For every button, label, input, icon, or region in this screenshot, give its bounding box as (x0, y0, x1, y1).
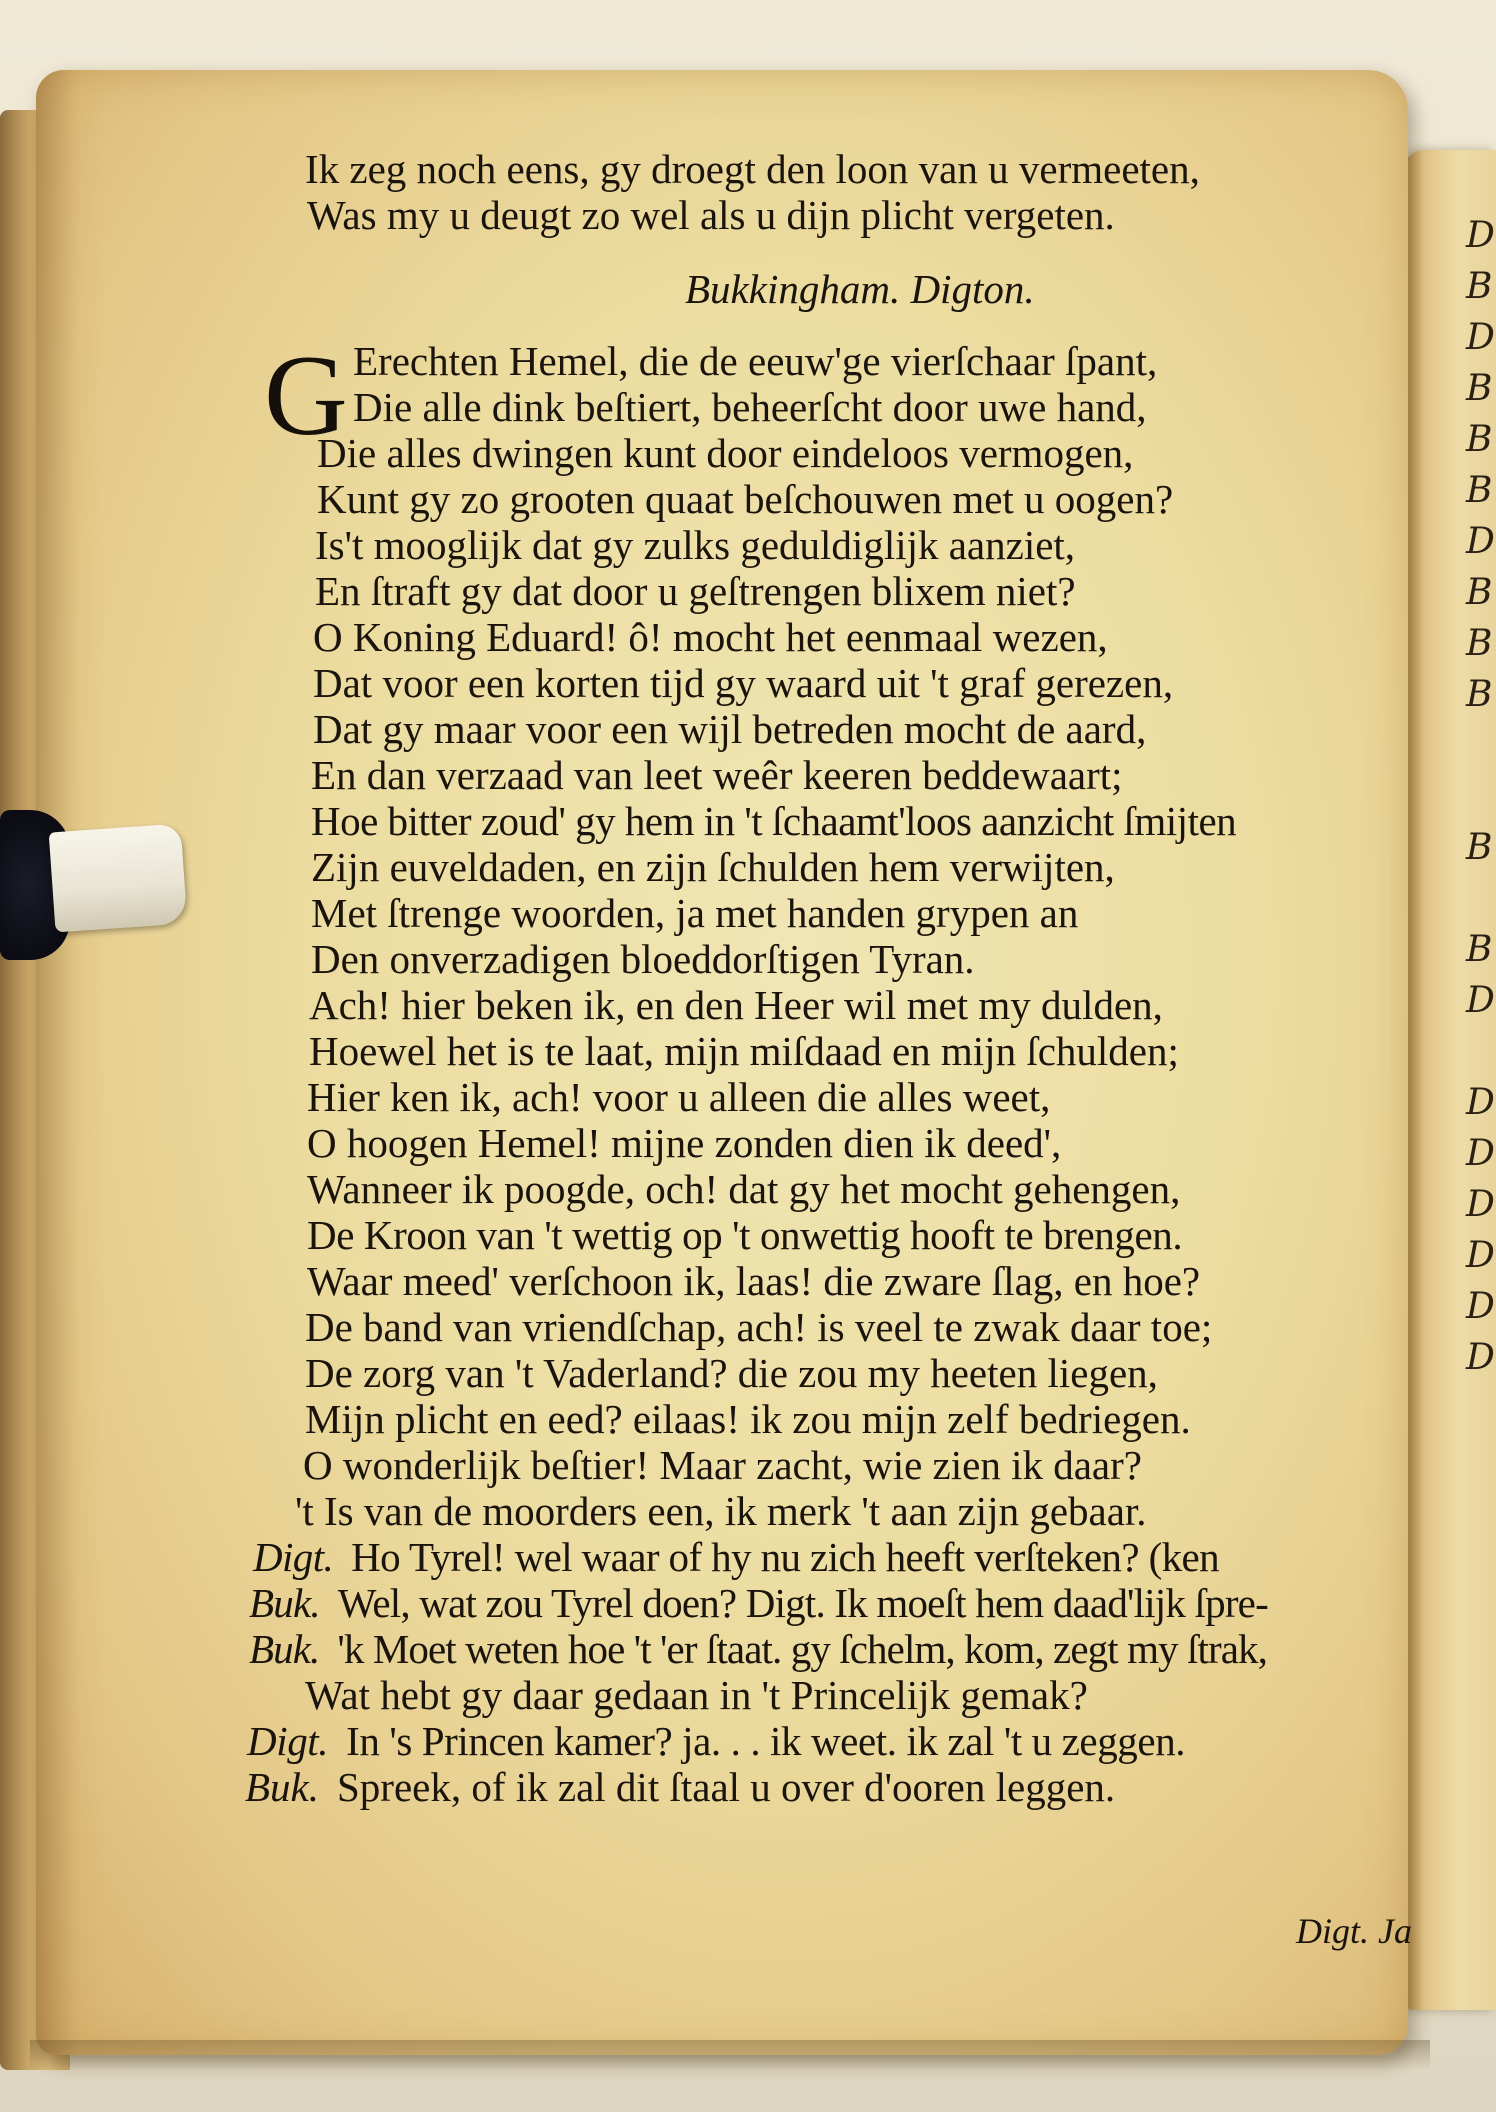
verse-line: Mijn plicht en eed? eilaas! ik zou mijn zelf bedriegen. (305, 1396, 1191, 1442)
verse-line: Was my u deugt zo wel als u dijn plicht vergeten. (307, 192, 1115, 238)
page-gutter-shadow (36, 70, 106, 2055)
verse-line: Ik zeg noch eens, gy droegt den loon van u vermeeten, (305, 146, 1200, 192)
speaker-label: Digt. (253, 1534, 334, 1580)
dialogue-line: Buk. 'k Moet weten hoe 't 'er ſtaat. gy ſchelm, kom, zegt my ſtrak, (249, 1626, 1267, 1672)
verse-line: En dan verzaad van leet weêr keeren beddewaart; (311, 752, 1123, 798)
verse-line: O Koning Eduard! ô! mocht het eenmaal wezen, (313, 614, 1108, 660)
facing-page-edge (1404, 150, 1496, 2010)
verse-line: Hier ken ik, ach! voor u alleen die alles weet, (307, 1074, 1051, 1120)
facing-page-letters: D B D B B B D B B B B B D D D D D D D (1466, 215, 1495, 1378)
verse-line: 't Is van de moorders een, ik merk 't aan zijn gebaar. (295, 1488, 1147, 1534)
verse-line: Erechten Hemel, die de eeuw'ge vierſchaar ſpant, (353, 338, 1158, 384)
catchword: Digt. Ja (1296, 1911, 1412, 1951)
verse-line: Ach! hier beken ik, en den Heer wil met my dulden, (309, 982, 1163, 1028)
verse-line: O hoogen Hemel! mijne zonden dien ik deed', (307, 1120, 1062, 1166)
verse-line: En ſtraft gy dat door u geſtrengen blixem niet? (315, 568, 1076, 614)
verse-line: O wonderlijk beſtier! Maar zacht, wie zien ik daar? (303, 1442, 1142, 1488)
dialogue-line: Buk. Wel, wat zou Tyrel doen? Digt. Ik moeſt hem daad'lijk ſpre- (249, 1580, 1268, 1626)
dialogue-line: Digt. In 's Princen kamer? ja. . . ik weet. ik zal 't u zeggen. (247, 1718, 1186, 1764)
dialogue-line: Buk. Spreek, of ik zal dit ſtaal u over d'ooren leggen. (245, 1764, 1116, 1810)
verse-line: Met ſtrenge woorden, ja met handen grypen an (311, 890, 1079, 936)
speaker-label: Buk. (245, 1764, 319, 1810)
verse-line: Dat gy maar voor een wijl betreden mocht de aard, (313, 706, 1147, 752)
speaker-label: Digt. (247, 1718, 329, 1764)
verse-line: De band van vriendſchap, ach! is veel te zwak daar toe; (305, 1304, 1213, 1350)
ribbon-marker-light (49, 824, 188, 933)
verse-line: Waar meed' verſchoon ik, laas! die zware ſlag, en hoe? (307, 1258, 1201, 1304)
scene-heading: Bukkingham. Digton. (685, 266, 1035, 312)
verse-line: Dat voor een korten tijd gy waard uit 't graf gerezen, (313, 660, 1174, 706)
verse-line: Wat hebt gy daar gedaan in 't Princelijk gemak? (305, 1672, 1088, 1718)
verse-line: Die alles dwingen kunt door eindeloos vermogen, (317, 430, 1134, 476)
page-bottom-shadow (30, 2040, 1430, 2070)
drop-cap-initial: G (264, 332, 348, 460)
verse-line: Zijn euveldaden, en zijn ſchulden hem verwijten, (311, 844, 1115, 890)
speaker-label: Buk. (249, 1580, 320, 1626)
verse-line: Wanneer ik poogde, och! dat gy het mocht gehengen, (307, 1166, 1181, 1212)
verse-line: Den onverzadigen bloeddorſtigen Tyran. (311, 936, 975, 982)
verse-line: Hoewel het is te laat, mijn miſdaad en mijn ſchulden; (309, 1028, 1179, 1074)
speaker-label: Buk. (249, 1626, 320, 1672)
verse-line: Die alle dink beſtiert, beheerſcht door uwe hand, (353, 384, 1147, 430)
verse-line: De Kroon van 't wettig op 't onwettig hooft te brengen. (307, 1212, 1183, 1258)
verse-line: Hoe bitter zoud' gy hem in 't ſchaamt'loos aanzicht ſmijten (311, 798, 1237, 844)
verse-line: Kunt gy zo grooten quaat beſchouwen met u oogen? (317, 476, 1174, 522)
verse-line: Is't mooglijk dat gy zulks geduldiglijk aanziet, (315, 522, 1076, 568)
dialogue-line: Digt. Ho Tyrel! wel waar of hy nu zich heeft verſteken? (ken (253, 1534, 1220, 1580)
verse-line: De zorg van 't Vaderland? die zou my heeten liegen, (305, 1350, 1158, 1396)
